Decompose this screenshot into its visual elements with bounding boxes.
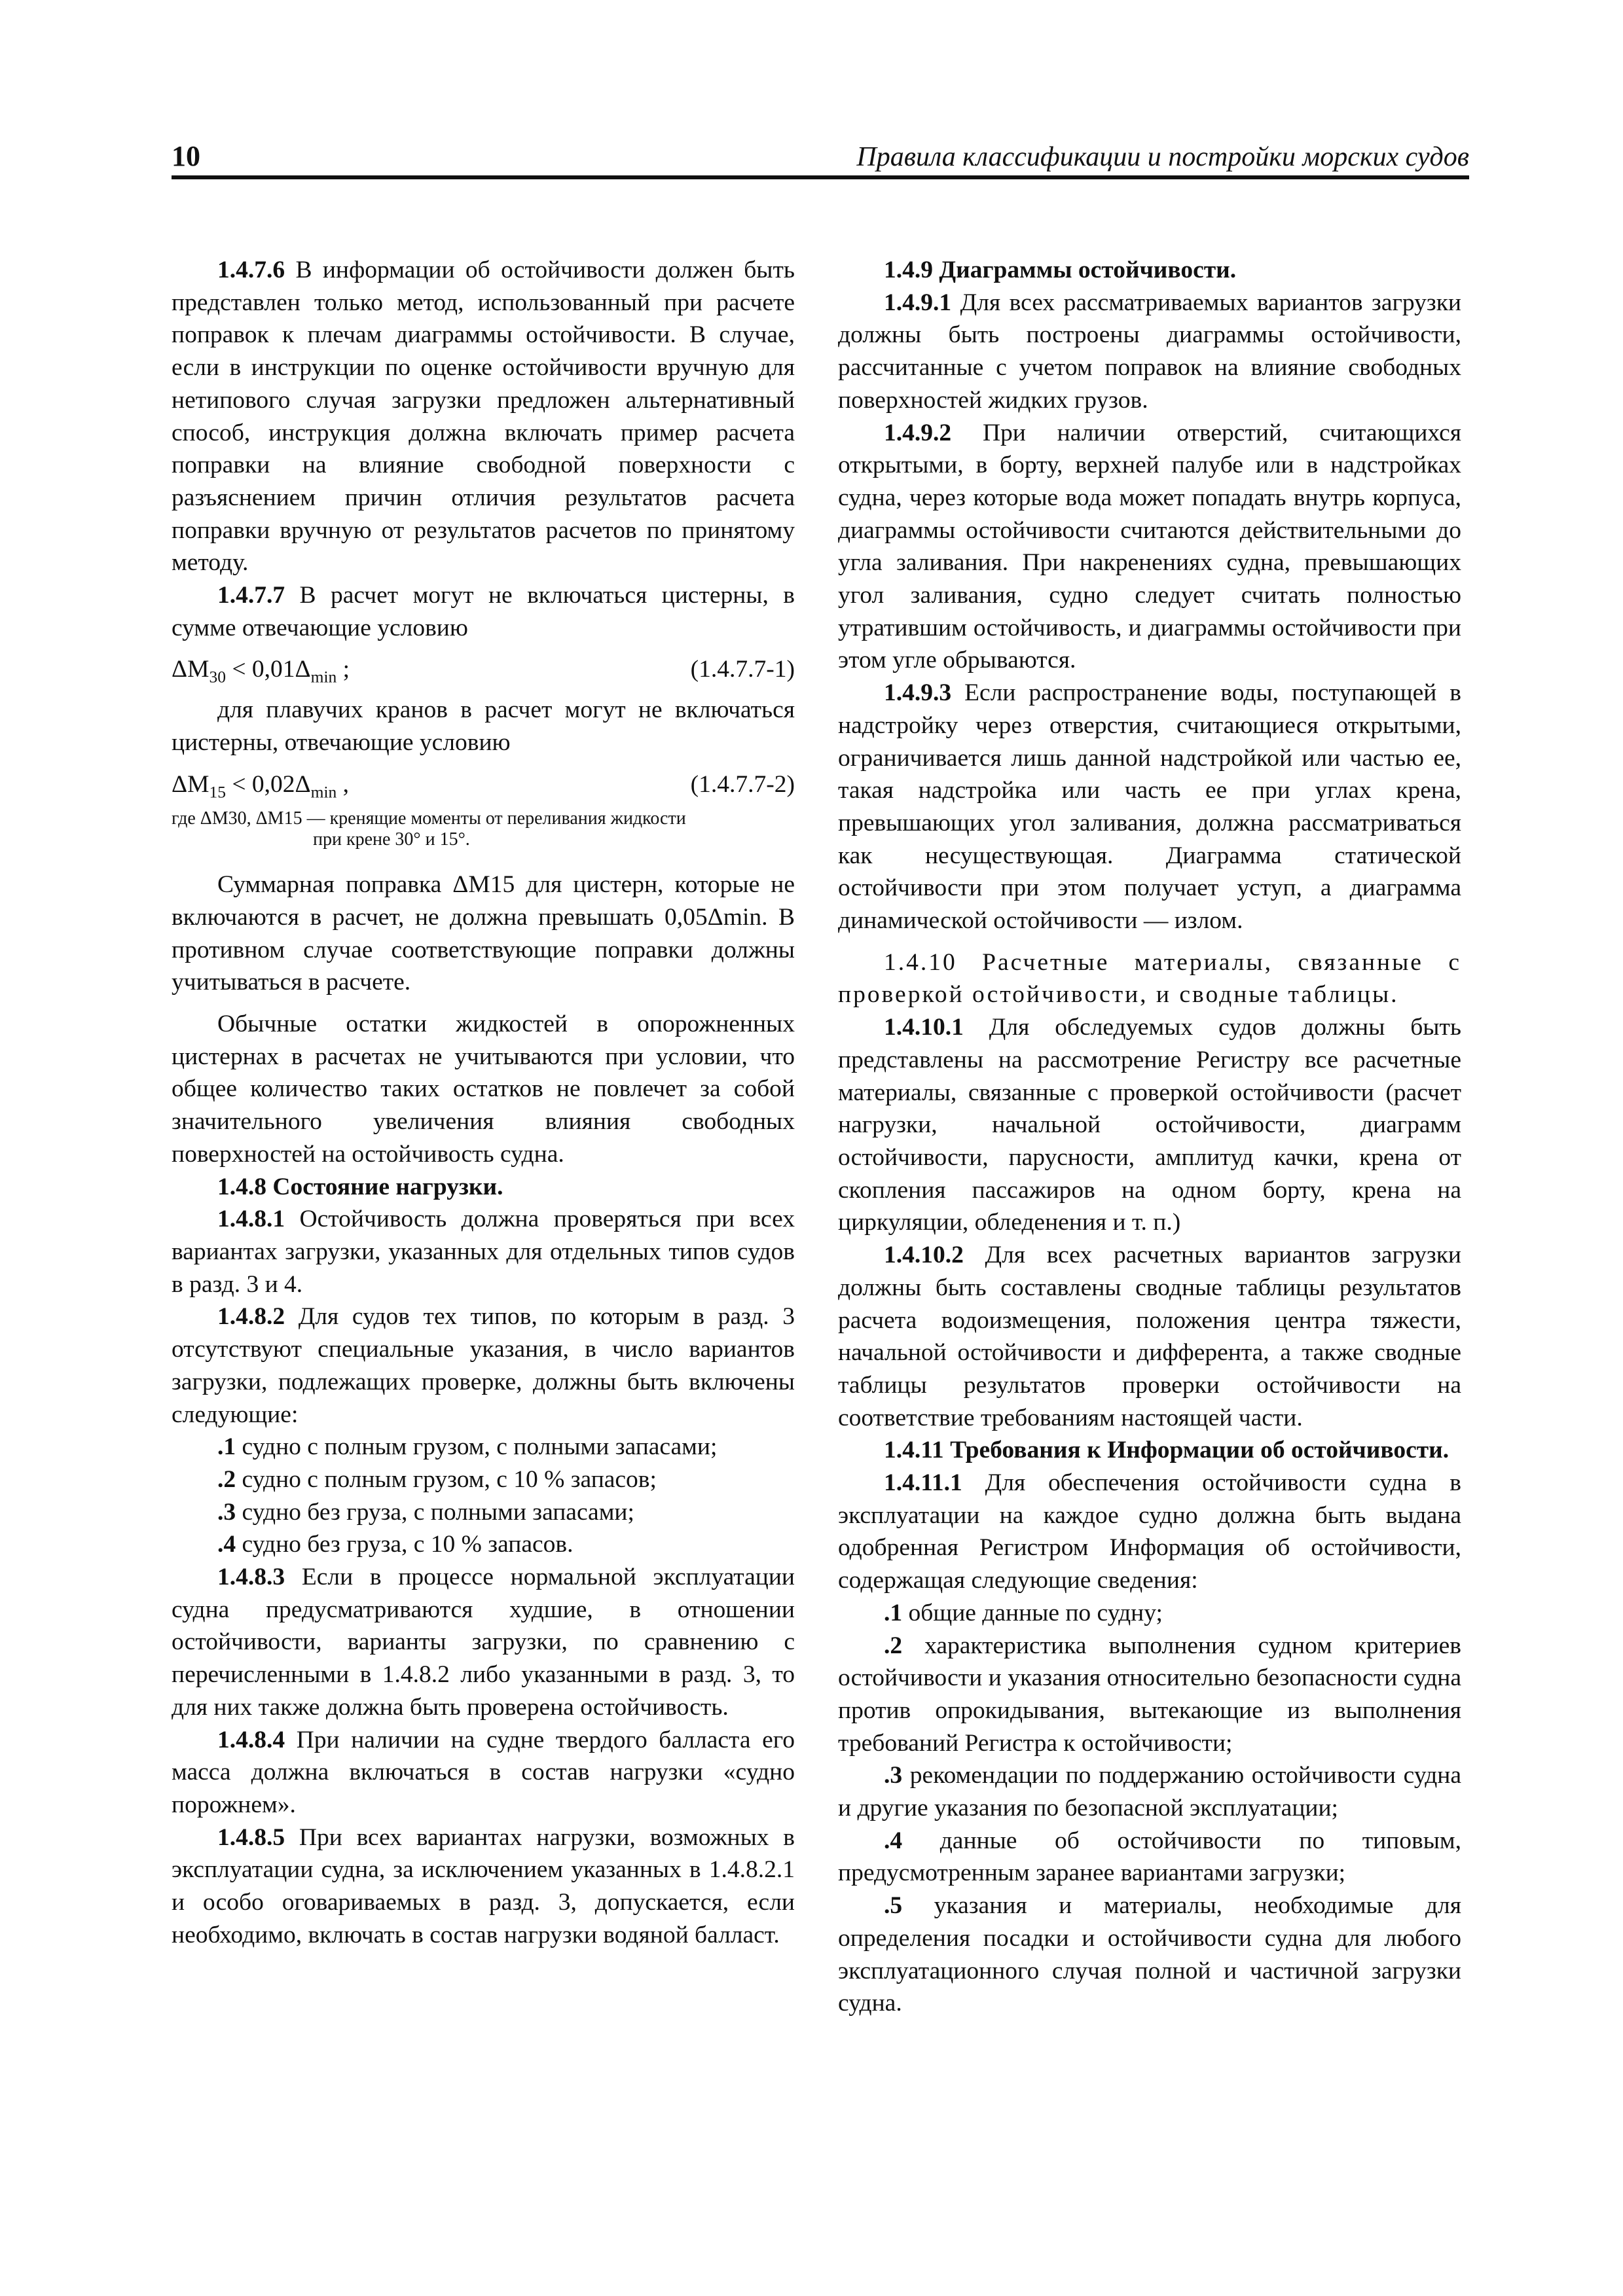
clause-number: 1.4.8.5 bbox=[217, 1823, 285, 1851]
list-item: .1 судно с полным грузом, с полными запасами; bbox=[217, 1433, 718, 1461]
left-column bbox=[172, 254, 795, 1951]
clause-text: При всех вариантах нагрузки, возможных в эксплуатации судна, за исключением указанных в 1.4.8.2.1 и особо оговариваемых в разд. 3, допускается, если необходимо, включать в состав нагрузки водяной балласт. bbox=[172, 1823, 795, 1948]
clause-text: При наличии на судне твердого балласта его масса должна включаться в состав нагрузки «судно порожнем». bbox=[172, 1726, 795, 1818]
clause-number: 1.4.7.7 bbox=[217, 582, 285, 609]
paragraph-1-4-11-1 bbox=[838, 1467, 1461, 1597]
note-lead: где bbox=[172, 808, 200, 829]
clause-text: Для всех расчетных вариантов загрузки должны быть составлены сводные таблицы результатов расчета водоизмещения, положения центра тяжести, начальной остойчивости и дифферента, а также сводные таблицы результатов проверки остойчивости на соответствие требованиям настоящей части. bbox=[838, 1242, 1461, 1431]
clause-number: 1.4.8.1 bbox=[217, 1206, 285, 1233]
paragraph-1-4-8-5 bbox=[172, 1821, 795, 1952]
paragraph-1-4-8-1 bbox=[172, 1203, 795, 1300]
clause-number: 1.4.11.1 bbox=[884, 1469, 962, 1497]
paragraph-1-4-10-2 bbox=[838, 1239, 1461, 1434]
clause-number: 1.4.9.1 bbox=[884, 289, 952, 316]
formula-expression: $\Delta M_{30} < 0,01\Delta_{min}$ ; bbox=[172, 656, 350, 687]
page-header bbox=[172, 140, 1469, 179]
clause-number: 1.4.8.4 bbox=[217, 1726, 285, 1753]
clause-text: Остойчивость должна проверяться при всех вариантах загрузки, указанных для отдельных типов судов в разд. 3 и 4. bbox=[172, 1206, 795, 1298]
section-title: Расчетные материалы, связанные с проверкой остойчивости, и сводные таблицы. bbox=[838, 948, 1461, 1009]
list-item: .1 общие данные по судну; bbox=[884, 1599, 1163, 1626]
section-1-4-11 bbox=[838, 1434, 1461, 1467]
section-1-4-8 bbox=[172, 1171, 795, 1204]
list-item: .2 характеристика выполнения судном критериев остойчивости и указания относительно безопасности судна против опрокидывания, вытекающие из выполнения требований Регистра к остойчивости; bbox=[838, 1632, 1461, 1757]
right-column bbox=[838, 254, 1461, 2020]
page-number: 10 bbox=[172, 140, 200, 172]
clause-text: Для обследуемых судов должны быть представлены на рассмотрение Регистру все расчетные материалы, связанные с проверкой остойчивости (расчет нагрузки, начальной остойчивости, диаграмм остойчивости, парусности, амплитуд качки, крена от скопления пассажиров на одном борту, крена на циркуляции, обледенения и т. п.) bbox=[838, 1014, 1461, 1236]
section-number: 1.4.9 bbox=[884, 257, 933, 283]
paragraph-1-4-8-2 bbox=[172, 1300, 795, 1431]
clause-number: 1.4.10.2 bbox=[884, 1242, 964, 1269]
list-item: .4 данные об остойчивости по типовым, предусмотренным заранее вариантами загрузки; bbox=[838, 1827, 1461, 1887]
clause-text: Если распространение воды, поступающей в надстройку через отверстия, считающиеся открытыми, ограничивается лишь данной надстройкой или частью ее, такая надстройка или часть ее при углах крена, превышающих угол заливания, должна рассматриваться как несуществующая. Диаграмма статической остойчивости при этом получает уступ, а диаграмма динамической остойчивости — излом. bbox=[838, 679, 1461, 935]
section-1-4-9 bbox=[838, 254, 1461, 287]
section-1-4-10 bbox=[838, 946, 1461, 1011]
section-number: 1.4.10 bbox=[884, 948, 957, 976]
list-item: .3 судно без груза, с полными запасами; bbox=[217, 1498, 634, 1526]
clause-text: Для всех рассматриваемых вариантов загрузки должны быть построены диаграммы остойчивости, рассчитанные с учетом поправок на влияние свободных поверхностей жидких грузов. bbox=[838, 289, 1461, 414]
clause-number: 1.4.10.1 bbox=[884, 1014, 964, 1041]
section-title: Диаграммы остойчивости. bbox=[933, 257, 1237, 283]
paragraph-residuals: Обычные остатки жидкостей в опорожненных цистернах в расчетах не учитываются при условии, что общее количество таких остатков не повлечет за собой значительного увеличения влияния свободных поверхностей на остойчивость судна. bbox=[172, 1011, 795, 1168]
formula-number: (1.4.7.7-1) bbox=[690, 656, 795, 683]
running-title: Правила классификации и постройки морских судов bbox=[856, 142, 1469, 172]
list-item: .3 рекомендации по поддержанию остойчивости судна и другие указания по безопасной эксплуатации; bbox=[838, 1762, 1461, 1822]
clause-number: 1.4.9.2 bbox=[884, 419, 952, 446]
paragraph-1-4-8-3 bbox=[172, 1561, 795, 1724]
list-item: .5 указания и материалы, необходимые для определения посадки и остойчивости судна для любого эксплуатационного случая полной и частичной загрузки судна. bbox=[838, 1892, 1461, 2017]
paragraph-1-4-7-7 bbox=[172, 579, 795, 644]
formula-expression: $\Delta M_{15} < 0,02\Delta_{min}$ , bbox=[172, 770, 350, 802]
formula-1-4-7-7-2 bbox=[172, 768, 795, 801]
clause-text: Если в процессе нормальной эксплуатации судна предусматриваются худшие, в отношении остойчивости, варианты загрузки, по сравнению с перечисленными в 1.4.8.2 либо указанными в разд. 3, то для них также должна быть проверена остойчивость. bbox=[172, 1564, 795, 1721]
paragraph-cranes: для плавучих кранов в расчет могут не включаться цистерны, отвечающие условию bbox=[172, 696, 795, 756]
note-text: ΔM30, ΔM15 — кренящие моменты от переливания жидкости bbox=[200, 808, 686, 829]
formula-1-4-7-7-1 bbox=[172, 653, 795, 686]
paragraph-1-4-9-1 bbox=[838, 287, 1461, 417]
clause-text: При наличии отверстий, считающихся открытыми, в борту, верхней палубе или в надстройках судна, через которые вода может попадать внутрь корпуса, диаграммы остойчивости считаются действительными до угла заливания. При накренениях судна, превышающих угол заливания, судно следует считать полностью утратившим остойчивость, и диаграммы остойчивости при этом угле обрываются. bbox=[838, 419, 1461, 674]
list-item: .4 судно без груза, с 10 % запасов. bbox=[217, 1531, 574, 1558]
section-title: Состояние нагрузки. bbox=[266, 1173, 503, 1200]
clause-number: 1.4.8.3 bbox=[217, 1564, 285, 1591]
clause-number: 1.4.9.3 bbox=[884, 679, 952, 707]
section-number: 1.4.8 bbox=[217, 1173, 266, 1200]
clause-number: 1.4.8.2 bbox=[217, 1303, 285, 1331]
formula-number: (1.4.7.7-2) bbox=[690, 770, 795, 798]
section-number: 1.4.11 bbox=[884, 1437, 944, 1464]
clause-text: Для обеспечения остойчивости судна в эксплуатации на каждое судно должна быть выдана одобренная Регистром Информация об остойчивости, содержащая следующие сведения: bbox=[838, 1469, 1461, 1594]
paragraph-1-4-10-1 bbox=[838, 1011, 1461, 1239]
clause-text: В информации об остойчивости должен быть представлен только метод, использованный при расчете поправок к плечам диаграммы остойчивости. В случае, если в инструкции по оценке остойчивости вручную для нетипового случая загрузки предложен альтернативный способ, инструкция должна включать пример расчета поправки на влияние свободной поверхности с разъяснением причин отличия результатов расчета поправки вручную от результатов расчетов по принятому методу. bbox=[172, 257, 795, 577]
section-title: Требования к Информации об остойчивости. bbox=[943, 1437, 1450, 1464]
paragraph-1-4-9-3 bbox=[838, 677, 1461, 937]
clause-text: Для судов тех типов, по которым в разд. 3 отсутствуют специальные указания, в число вариантов загрузки, подлежащих проверке, должны быть включены следующие: bbox=[172, 1303, 795, 1428]
paragraph-total-correction: Суммарная поправка ΔM15 для цистерн, которые не включаются в расчет, не должна превышать 0,05Δmin. В противном случае соответствующие поправки должны учитываться в расчете. bbox=[172, 871, 795, 996]
note-continuation: при крене 30° и 15°. bbox=[313, 829, 470, 850]
formula-note bbox=[172, 808, 795, 850]
paragraph-1-4-9-2 bbox=[838, 417, 1461, 677]
header-rule bbox=[172, 175, 1469, 179]
list-item: .2 судно с полным грузом, с 10 % запасов; bbox=[217, 1465, 657, 1493]
clause-text: В расчет могут не включаться цистерны, в сумме отвечающие условию bbox=[172, 582, 795, 641]
clause-number: 1.4.7.6 bbox=[217, 257, 285, 283]
paragraph-1-4-7-6 bbox=[172, 254, 795, 579]
paragraph-1-4-8-4 bbox=[172, 1724, 795, 1821]
